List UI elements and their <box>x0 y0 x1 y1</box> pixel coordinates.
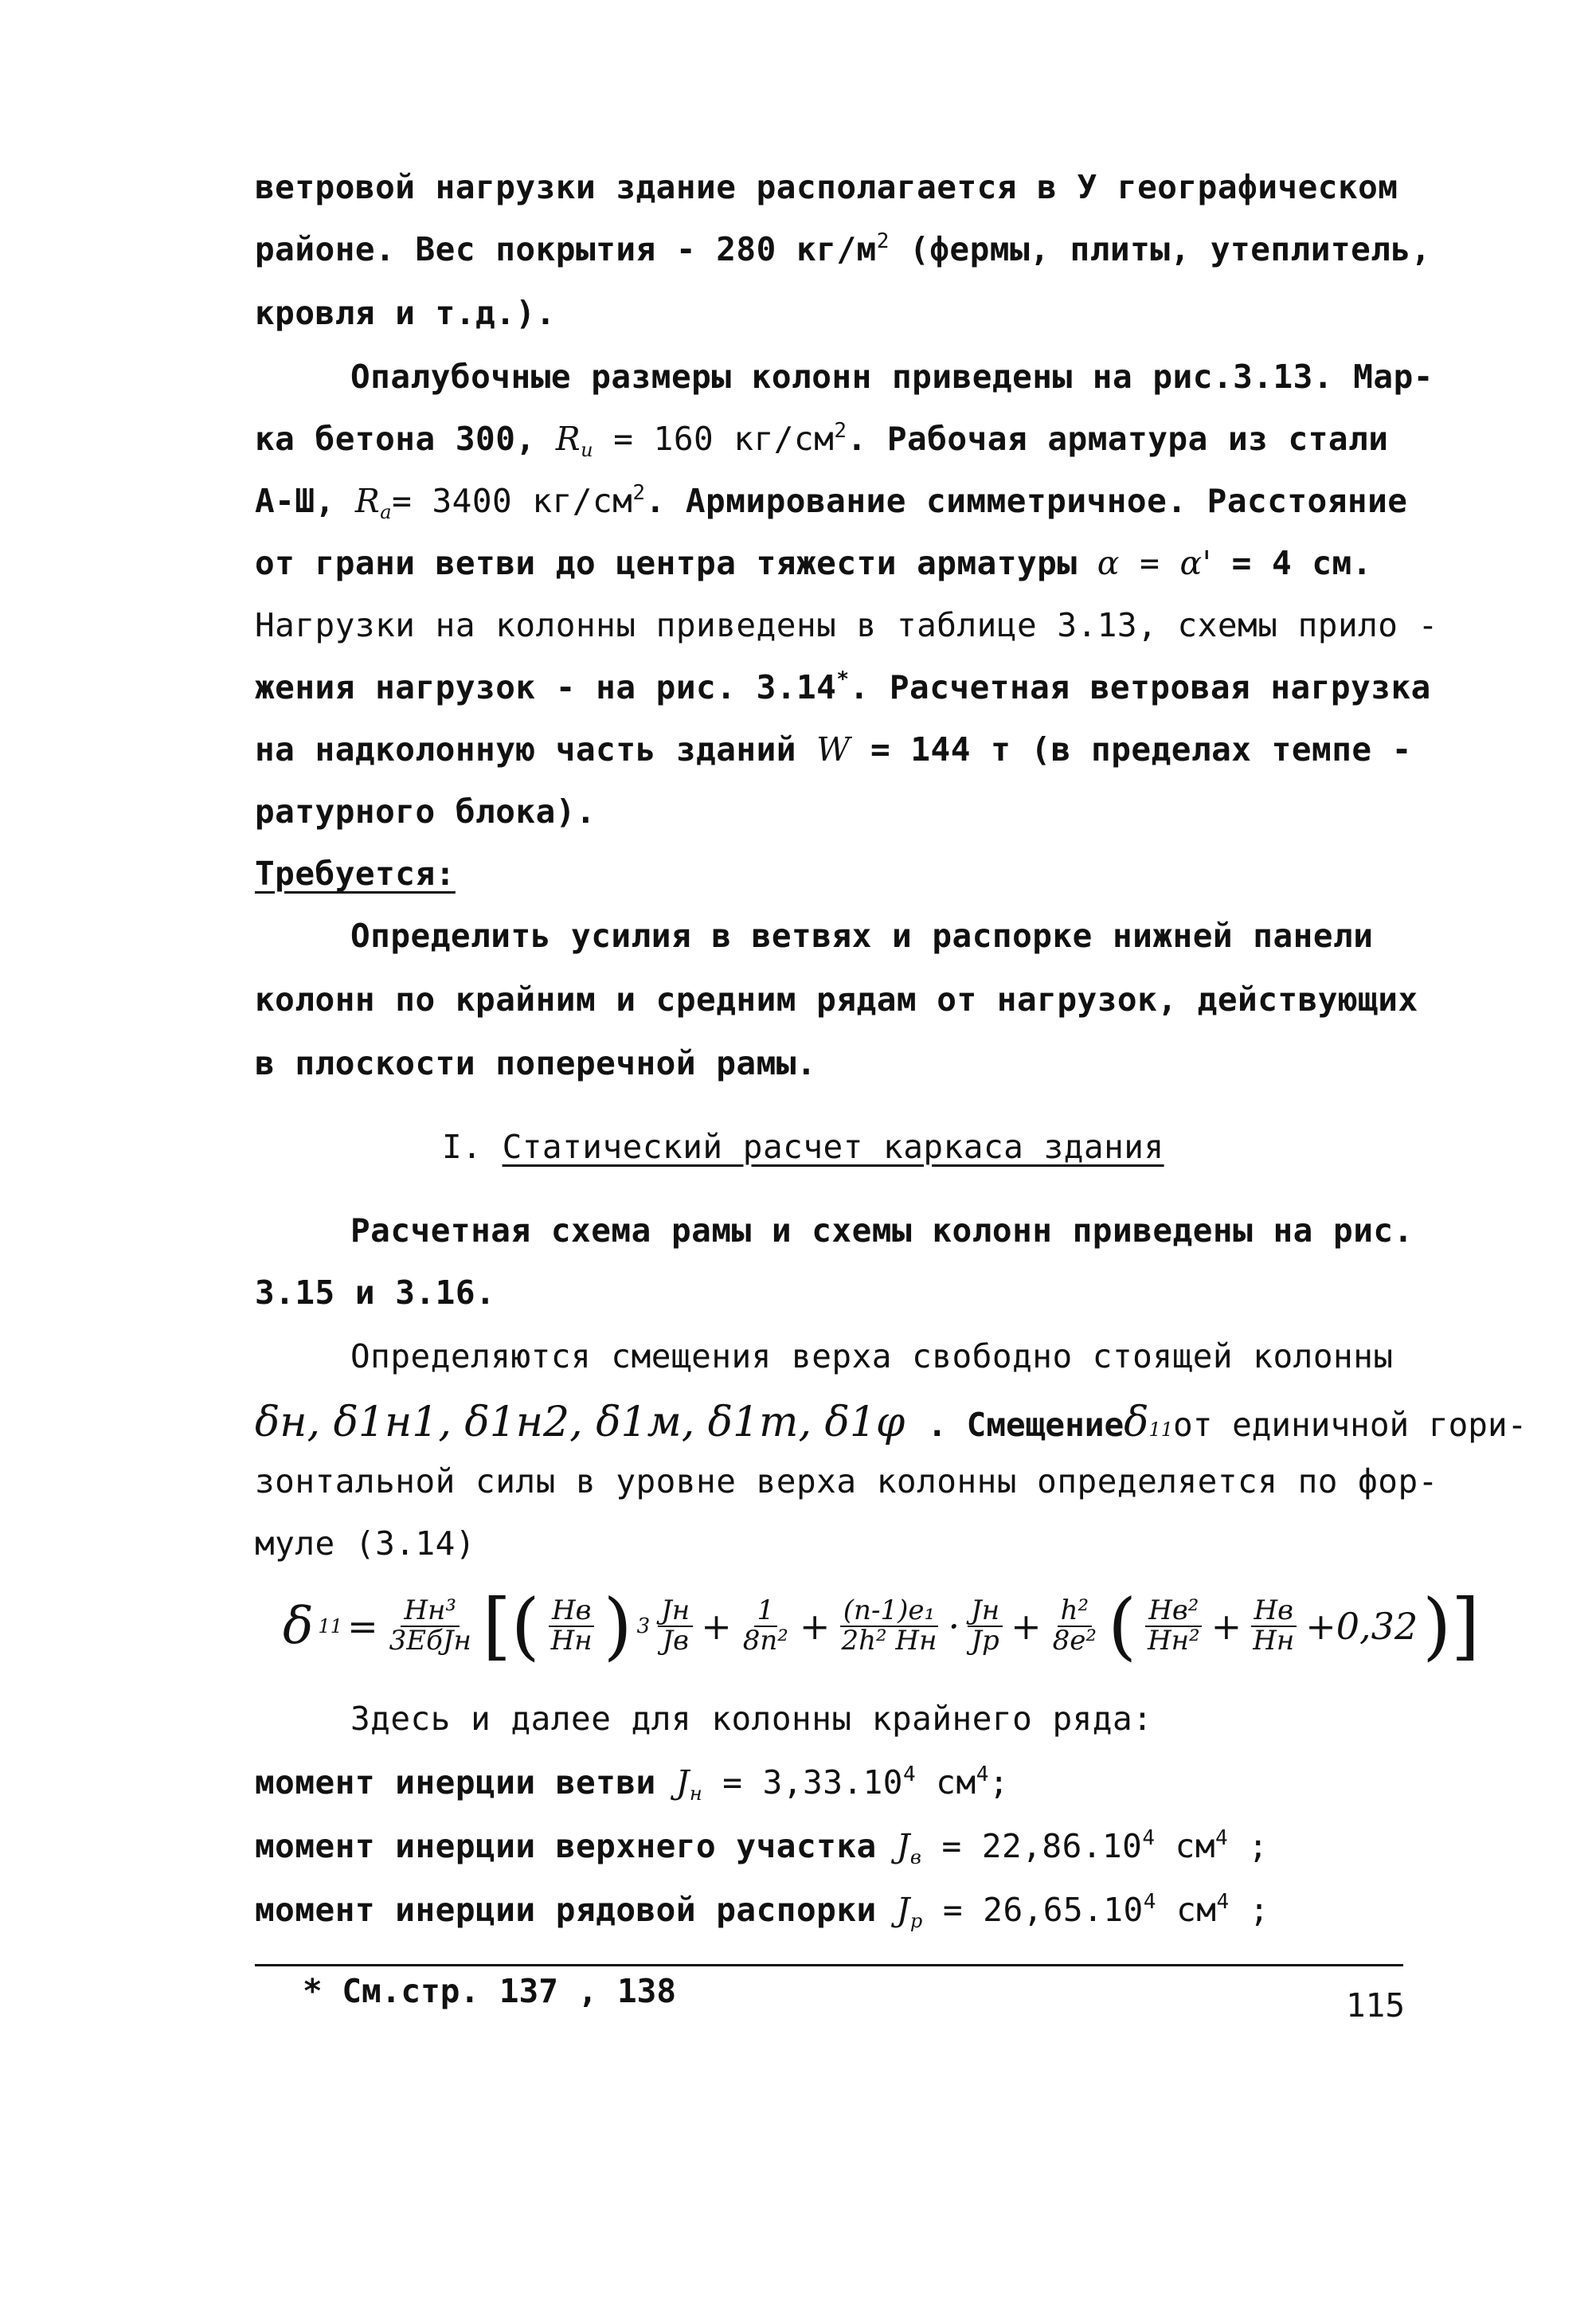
denominator: 8e² <box>1052 1624 1097 1657</box>
denominator: Hн <box>1253 1624 1295 1657</box>
paragraph4-line1: Расчетная схема рамы и схемы колонн приведены на рис. <box>350 1211 1414 1250</box>
denominator: 2h² Hн <box>841 1624 937 1657</box>
symbol-j: J <box>896 1827 910 1865</box>
paragraph6-line3a: момент инерции верхнего участка <box>255 1827 897 1865</box>
symbol-sub: а <box>380 501 393 523</box>
paragraph5-line4: муле (3.14) <box>255 1524 476 1563</box>
paragraph2-line4a: от грани ветви до центра тяжести арматуры <box>255 544 1097 582</box>
paragraph2-line2c: . Рабочая арматура из стали <box>847 420 1389 458</box>
paragraph5-line3: зонтальной силы в уровне верха колонны определяется по фор- <box>255 1462 1438 1500</box>
paragraph6-line4a: момент инерции рядовой распорки <box>255 1891 897 1929</box>
paragraph1-line2a: районе. Вес покрытия - 280 кг/м <box>255 230 877 268</box>
unit: см <box>1155 1827 1216 1865</box>
symbol-w: W <box>816 730 851 769</box>
paragraph2-line7a: на надколонную часть зданий <box>255 730 817 769</box>
paragraph1-line3: кровля и т.д.). <box>255 294 556 332</box>
paragraph2-line3 <box>255 481 1408 523</box>
paragraph2-line4 <box>255 544 1372 582</box>
fraction-3 <box>658 1594 693 1657</box>
paragraph2-line6 <box>255 667 1431 706</box>
paragraph4-line2: 3.15 и 3.16. <box>255 1274 496 1312</box>
equals: = <box>1119 544 1180 582</box>
formula-equals: = <box>347 1604 378 1648</box>
punctuation: ; <box>988 1763 1010 1802</box>
plus-sign: + <box>1011 1604 1042 1648</box>
value: = 22,86.10 <box>921 1827 1143 1865</box>
symbol-sub: р <box>909 1910 923 1932</box>
value: = 3,33.10 <box>702 1763 903 1802</box>
numerator: Hв <box>1251 1597 1297 1627</box>
symbol-sub: н <box>689 1782 703 1805</box>
symbol-r: R <box>354 482 381 520</box>
paragraph2-line3c: . Армирование симметричное. Расстояние <box>645 482 1408 520</box>
plus-sign: + <box>799 1604 831 1648</box>
exponent: 4 <box>1143 1890 1156 1914</box>
symbol-sub: и <box>581 439 594 461</box>
paragraph1-line2 <box>255 229 1431 268</box>
paragraph5-line2: δн, δ1н1, δ1н2, δ1м, δ1т, δ1φ . Смещение δ 11 от единичной гори- <box>255 1399 1527 1446</box>
numerator: h² <box>1058 1597 1093 1627</box>
paragraph2-line1: Опалубочные размеры колонн приведены на рис.3.13. Мар- <box>350 358 1434 396</box>
paragraph2-line7b: = 144 т (в пределах темпе - <box>850 730 1412 769</box>
bracket-close: )] <box>1422 1583 1480 1669</box>
paragraph3-line3: в плоскости поперечной рамы. <box>255 1044 817 1082</box>
dot: · <box>948 1604 960 1648</box>
section-title: Статический расчет каркаса здания <box>502 1128 1164 1166</box>
exponent: 4 <box>902 1763 917 1786</box>
paragraph3-line2: колонн по крайним и средним рядам от нагрузок, действующих <box>255 980 1418 1019</box>
superscript: 2 <box>632 481 646 505</box>
symbol-delta: δ <box>1124 1399 1149 1446</box>
denominator: 8n² <box>742 1624 788 1657</box>
punctuation: ; <box>1228 1827 1269 1865</box>
paragraph3-line1: Определить усилия в ветвях и распорке нижней панели <box>350 917 1374 955</box>
section-heading <box>442 1128 1164 1166</box>
superscript: 2 <box>834 419 847 443</box>
paren-open: ( <box>1108 1583 1136 1669</box>
exponent: 4 <box>1215 1826 1229 1850</box>
exponent: 4 <box>1142 1826 1156 1850</box>
numerator: Jн <box>658 1597 693 1627</box>
numerator: Hв <box>549 1597 594 1627</box>
denominator: 3EбJн <box>389 1624 471 1657</box>
paren-close: ) <box>603 1583 632 1669</box>
numerator: 1 <box>754 1597 778 1627</box>
numerator: Hв² <box>1145 1597 1202 1627</box>
paragraph2-line5: Нагрузки на колонны приведены в таблице 3.13, схемы прило - <box>255 606 1438 644</box>
fraction-4 <box>740 1594 792 1657</box>
fraction-8 <box>1144 1594 1203 1657</box>
paragraph2-line6a: жения нагрузок - на рис. 3.14 <box>255 668 837 706</box>
symbol-r: R <box>555 420 581 458</box>
paragraph2-line8: ратурного блока). <box>255 792 596 831</box>
section-number: I. <box>442 1128 503 1166</box>
formula-lhs: δ <box>283 1596 314 1656</box>
plus-sign: + <box>1211 1604 1242 1648</box>
displacement-formula: δ 11 = $\frac{\text{Hн³}}{\text{3EбJн}}$ [( $\frac{Hв}{Hн}$ ) 3 $\frac{Jн}{Jв}$ + $\frac{1}{\text{8n²}}$ + $\frac{\text{(n-1)e₁}}{\text{2h² Hн}}$ · $\frac{Jн}{Jp}$ + $\frac{\text{h²}}{\text{8e²}}$ ( $\frac{\text{Hв²}}{\text{Hн²}}$ + $\frac{Hв}{Hн}$ +0,32 )] <box>283 1583 1480 1669</box>
footnote <box>303 1972 677 2010</box>
footnote-marker: * <box>836 667 850 691</box>
displacement-symbols: δн, δ1н1, δ1н2, δ1м, δ1т, δ1φ <box>255 1399 905 1446</box>
required-heading: Требуется: <box>255 855 456 893</box>
exponent: 4 <box>976 1763 989 1786</box>
paragraph5-line2a: . Смещение <box>927 1406 1125 1444</box>
symbol-j: J <box>675 1763 690 1802</box>
fraction-9 <box>1250 1594 1297 1657</box>
fraction-7 <box>1050 1594 1100 1657</box>
paragraph6-line1: Здесь и далее для колонны крайнего ряда: <box>350 1700 1153 1738</box>
paragraph6-line3 <box>255 1826 1269 1868</box>
footnote-text: См.стр. 137 , 138 <box>322 1972 677 2010</box>
paragraph2-line3b: = 3400 кг/см <box>392 482 633 520</box>
paragraph6-line2a: момент инерции ветви <box>255 1763 676 1802</box>
numerator: Jн <box>968 1597 1003 1627</box>
symbol-sub: в <box>909 1846 922 1868</box>
denominator: Jв <box>662 1624 689 1657</box>
denominator: Hн <box>550 1624 593 1657</box>
denominator: Jp <box>971 1624 999 1657</box>
paragraph2-line3a: А-Ш, <box>255 482 355 520</box>
formula-constant: +0,32 <box>1305 1604 1418 1648</box>
paragraph2-line2b: = 160 кг/см <box>593 420 835 458</box>
paragraph1-line2b: (фермы, плиты, утеплитель, <box>889 230 1431 268</box>
unit: см <box>916 1763 976 1802</box>
paragraph5-line1: Определяются смещения верха свободно стоящей колонны <box>350 1337 1394 1375</box>
bracket-open: [( <box>482 1583 540 1669</box>
page-number: 115 <box>1346 1986 1406 2025</box>
paragraph6-line4 <box>255 1890 1269 1932</box>
footnote-star: * <box>303 1972 323 2010</box>
value: = 26,65.10 <box>922 1891 1144 1929</box>
paragraph5-line2b: от единичной гори- <box>1173 1406 1527 1444</box>
symbol-j: J <box>896 1891 910 1929</box>
footnote-divider <box>255 1964 1403 1966</box>
plus-sign: + <box>701 1604 732 1648</box>
fraction-2 <box>548 1594 596 1657</box>
numerator: (n-1)e₁ <box>840 1597 938 1627</box>
numerator: Hн³ <box>401 1597 460 1627</box>
fraction-5 <box>838 1594 940 1657</box>
fraction-6 <box>968 1594 1003 1657</box>
paragraph2-line6b: . Расчетная ветровая нагрузка <box>849 668 1431 706</box>
symbol-alpha-prime: α' <box>1179 544 1212 582</box>
paragraph6-line2 <box>255 1763 1010 1805</box>
paragraph2-line2 <box>255 419 1389 461</box>
paragraph2-line7 <box>255 730 1412 769</box>
exponent: 4 <box>1216 1890 1230 1914</box>
fraction-1 <box>386 1594 475 1657</box>
paragraph2-line4b: = 4 см. <box>1211 544 1372 582</box>
punctuation: ; <box>1229 1891 1269 1929</box>
superscript: 2 <box>876 229 890 253</box>
unit: см <box>1156 1891 1217 1929</box>
symbol-alpha: α <box>1097 544 1120 582</box>
denominator: Hн² <box>1147 1624 1200 1657</box>
paragraph1-line1: ветровой нагрузки здание располагается в У географическом <box>255 168 1398 206</box>
paragraph2-line2a: ка бетона 300, <box>255 420 556 458</box>
